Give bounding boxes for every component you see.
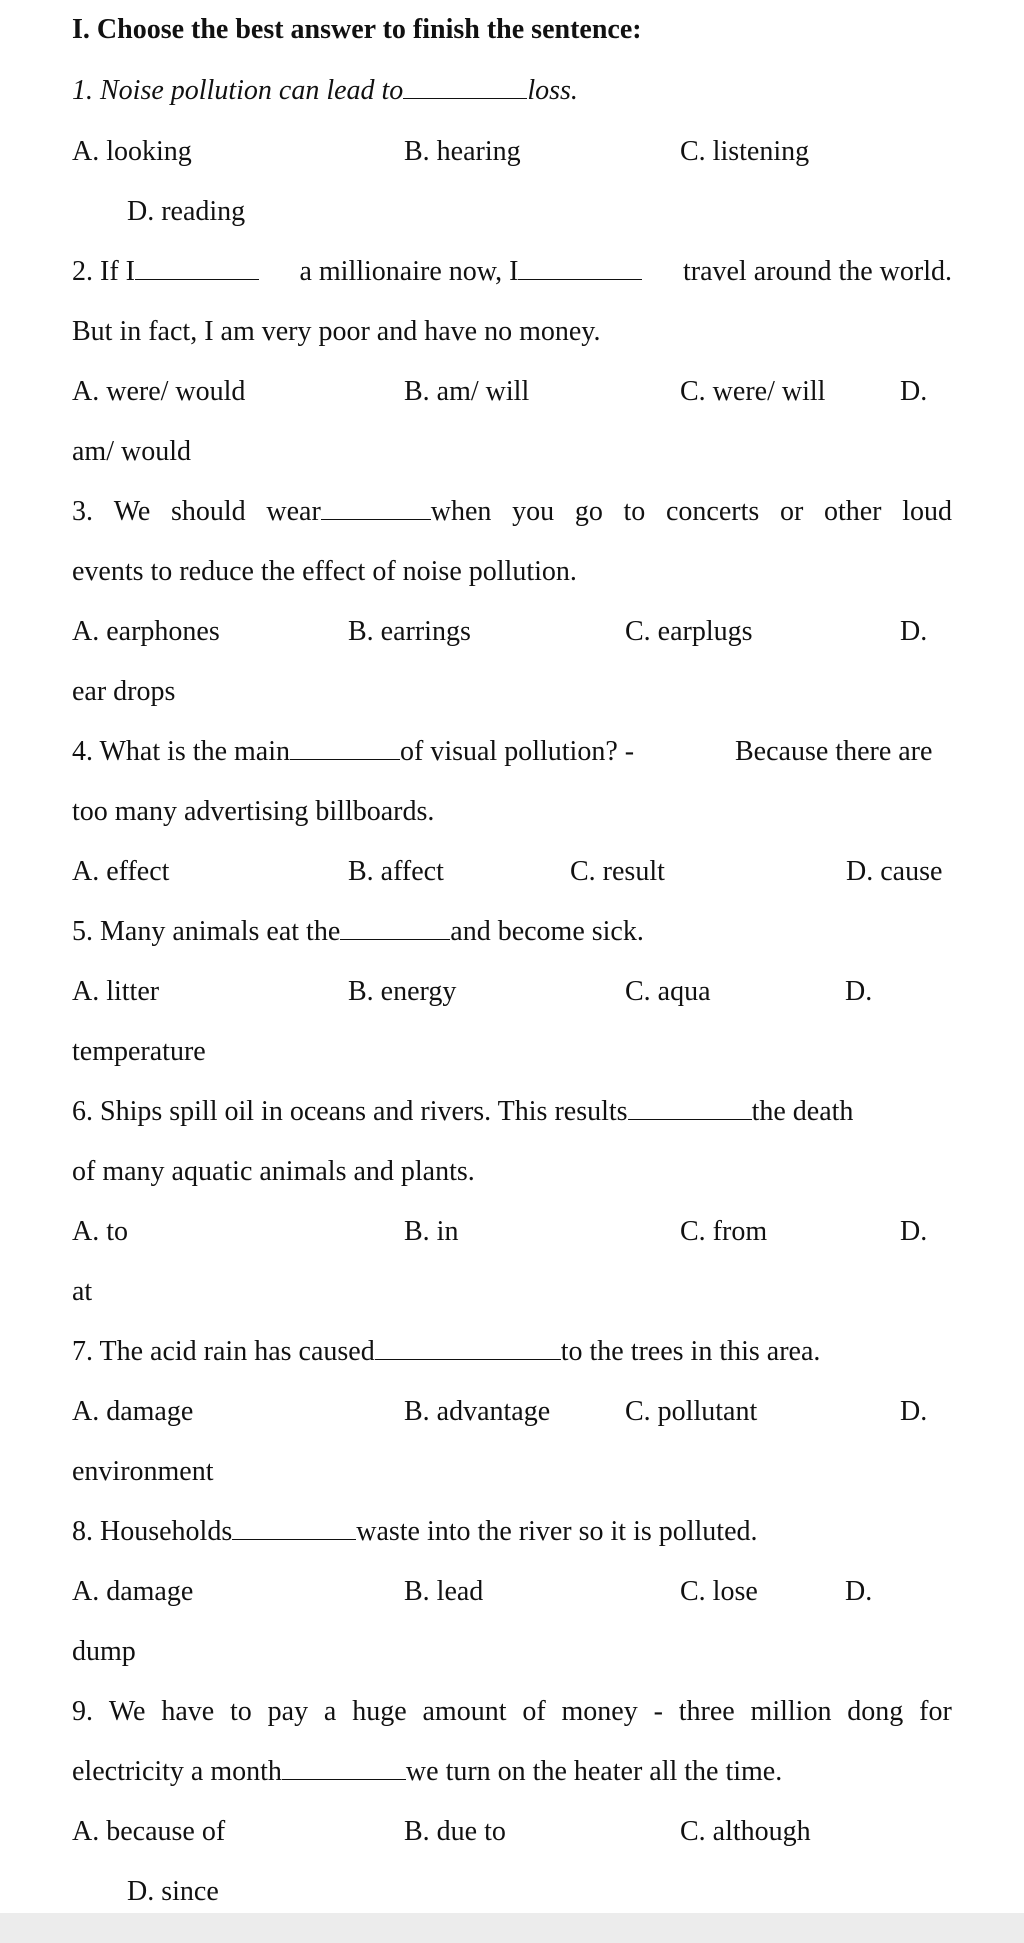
question-4-continued: too many advertising billboards. xyxy=(72,796,435,827)
q7-option-a[interactable]: A. damage xyxy=(72,1396,194,1427)
q2-option-d-letter[interactable]: D. xyxy=(900,376,928,407)
q1-option-c[interactable]: C. listening xyxy=(680,136,810,167)
question-6: 6. Ships spill oil in oceans and rivers. This results the death xyxy=(72,1096,854,1127)
question-5: 5. Many animals eat the and become sick. xyxy=(72,916,644,947)
q5-option-d-text[interactable]: temperature xyxy=(72,1036,206,1067)
q2-option-b[interactable]: B. am/ will xyxy=(404,376,530,407)
q8-option-a[interactable]: A. damage xyxy=(72,1576,194,1607)
q8-option-d-text[interactable]: dump xyxy=(72,1636,136,1667)
answer-blank[interactable] xyxy=(628,1097,752,1120)
answer-blank[interactable] xyxy=(232,1517,356,1540)
answer-blank[interactable] xyxy=(290,737,400,760)
q7-option-d-text[interactable]: environment xyxy=(72,1456,214,1487)
answer-blank[interactable] xyxy=(282,1757,406,1780)
q1-option-b[interactable]: B. hearing xyxy=(404,136,521,167)
q9-option-d[interactable]: D. since xyxy=(127,1876,219,1907)
question-7: 7. The acid rain has caused to the trees in this area. xyxy=(72,1336,821,1367)
q3-option-a[interactable]: A. earphones xyxy=(72,616,220,647)
q2-option-a[interactable]: A. were/ would xyxy=(72,376,246,407)
q9-option-c[interactable]: C. although xyxy=(680,1816,811,1847)
q7-option-c[interactable]: C. pollutant xyxy=(625,1396,758,1427)
q6-option-c[interactable]: C. from xyxy=(680,1216,768,1247)
q2-option-c[interactable]: C. were/ will xyxy=(680,376,826,407)
q5-option-a[interactable]: A. litter xyxy=(72,976,160,1007)
q1-option-a[interactable]: A. looking xyxy=(72,136,192,167)
q7-option-b[interactable]: B. advantage xyxy=(404,1396,551,1427)
q6-option-b[interactable]: B. in xyxy=(404,1216,459,1247)
q4-option-d[interactable]: D. cause xyxy=(846,856,943,887)
q5-option-c[interactable]: C. aqua xyxy=(625,976,711,1007)
q6-option-d-text[interactable]: at xyxy=(72,1276,93,1307)
question-9: 9. We have to pay a huge amount of money - three million dong for xyxy=(72,1696,952,1727)
question-2: 2. If I a millionaire now, I travel around the world. xyxy=(72,256,952,287)
q2-option-d-text[interactable]: am/ would xyxy=(72,436,191,467)
question-8: 8. Households waste into the river so it is polluted. xyxy=(72,1516,758,1547)
q4-option-c[interactable]: C. result xyxy=(570,856,665,887)
q5-option-b[interactable]: B. energy xyxy=(348,976,457,1007)
answer-blank[interactable] xyxy=(403,76,527,99)
answer-blank[interactable] xyxy=(135,257,259,280)
question-9-continued: electricity a month we turn on the heater all the time. xyxy=(72,1756,783,1787)
question-4-answer-text: Because there are xyxy=(735,736,933,767)
q6-option-a[interactable]: A. to xyxy=(72,1216,128,1247)
section-heading: I. Choose the best answer to finish the sentence: xyxy=(72,14,642,45)
bottom-background-strip xyxy=(0,1913,1024,1943)
q3-option-b[interactable]: B. earrings xyxy=(348,616,471,647)
q4-option-a[interactable]: A. effect xyxy=(72,856,170,887)
q3-option-d-letter[interactable]: D. xyxy=(900,616,928,647)
question-6-continued: of many aquatic animals and plants. xyxy=(72,1156,475,1187)
question-4: 4. What is the main of visual pollution? - xyxy=(72,736,635,767)
answer-blank[interactable] xyxy=(375,1337,561,1360)
q5-option-d-letter[interactable]: D. xyxy=(845,976,873,1007)
answer-blank[interactable] xyxy=(321,497,431,520)
q3-option-d-text[interactable]: ear drops xyxy=(72,676,176,707)
question-3: 3. We should wear when you go to concerts or other loud xyxy=(72,496,952,527)
cropped-title-fragment xyxy=(440,0,640,4)
q9-option-b[interactable]: B. due to xyxy=(404,1816,506,1847)
q8-option-b[interactable]: B. lead xyxy=(404,1576,484,1607)
question-3-continued: events to reduce the effect of noise pollution. xyxy=(72,556,577,587)
q1-option-d[interactable]: D. reading xyxy=(127,196,246,227)
answer-blank[interactable] xyxy=(518,257,642,280)
q9-option-a[interactable]: A. because of xyxy=(72,1816,226,1847)
question-1: 1. Noise pollution can lead to loss. xyxy=(72,75,578,106)
q7-option-d-letter[interactable]: D. xyxy=(900,1396,928,1427)
q3-option-c[interactable]: C. earplugs xyxy=(625,616,753,647)
q8-option-c[interactable]: C. lose xyxy=(680,1576,758,1607)
q8-option-d-letter[interactable]: D. xyxy=(845,1576,873,1607)
answer-blank[interactable] xyxy=(340,917,450,940)
question-2-continued: But in fact, I am very poor and have no money. xyxy=(72,316,601,347)
q6-option-d-letter[interactable]: D. xyxy=(900,1216,928,1247)
q4-option-b[interactable]: B. affect xyxy=(348,856,444,887)
